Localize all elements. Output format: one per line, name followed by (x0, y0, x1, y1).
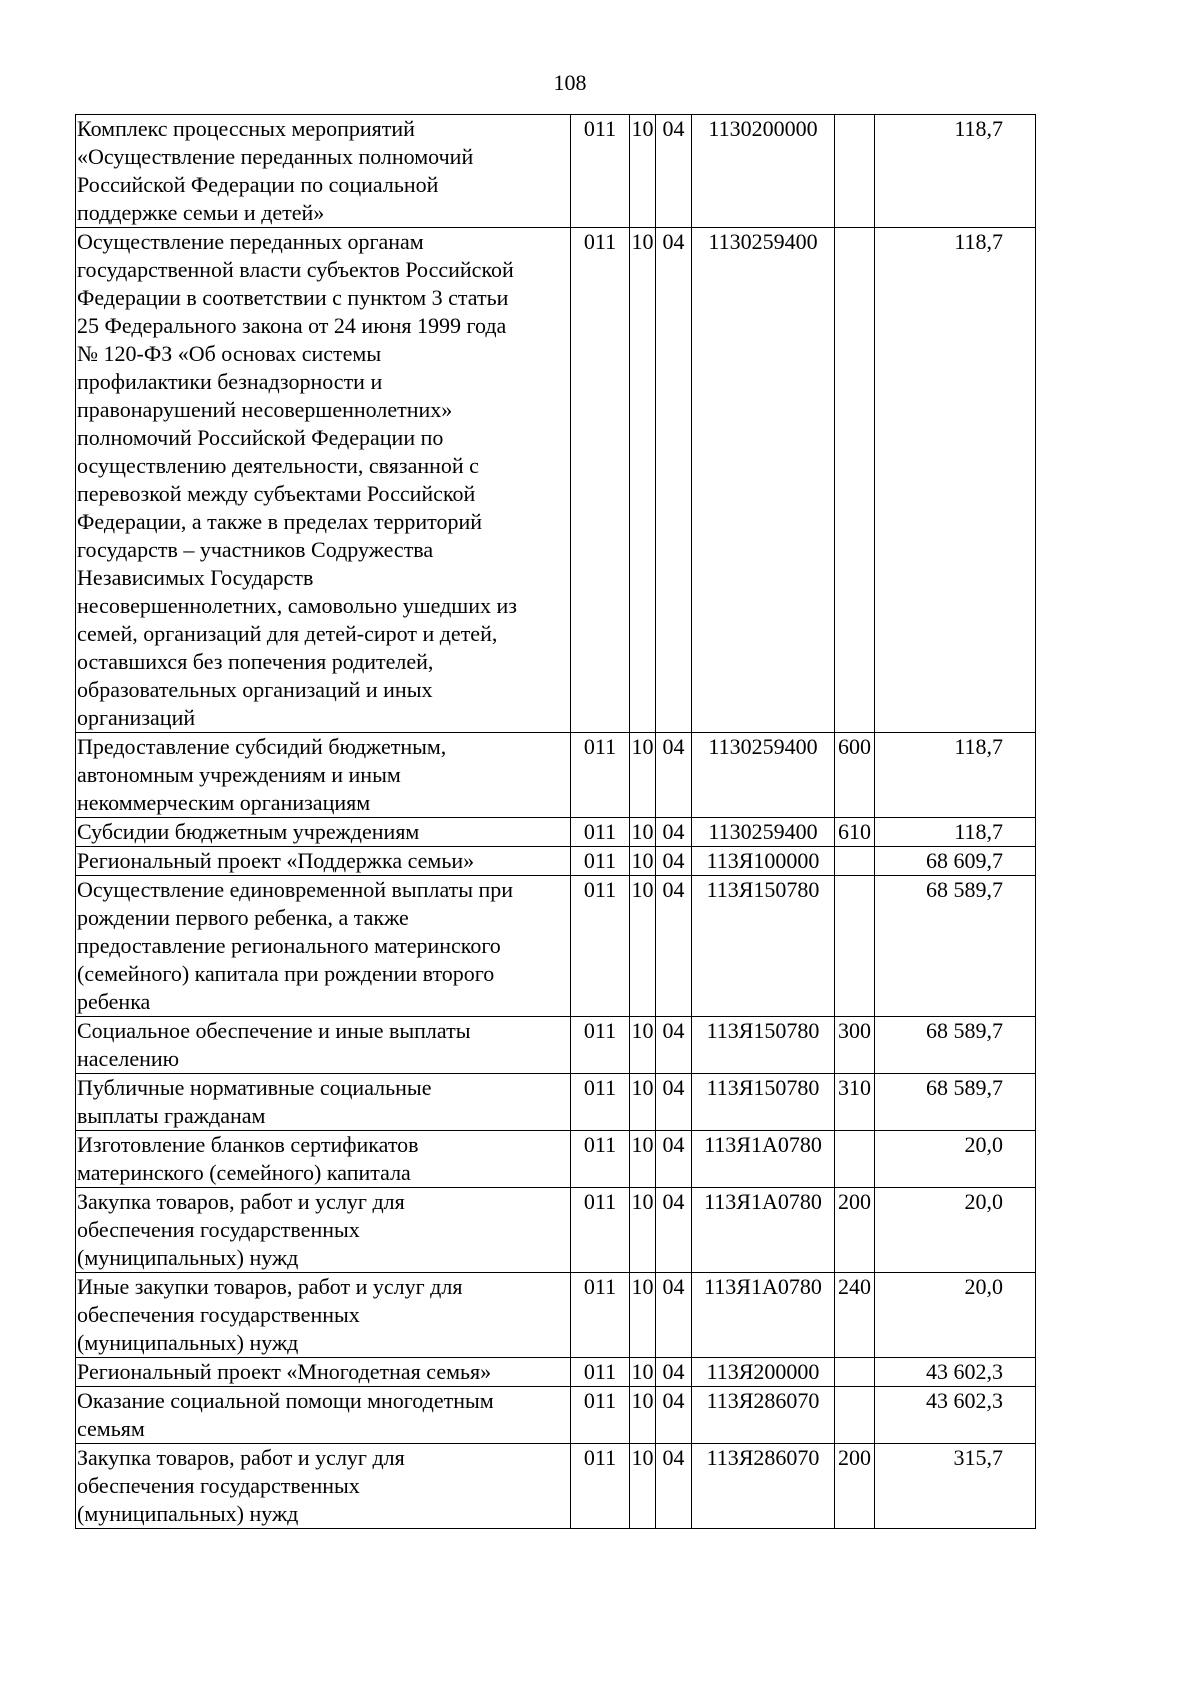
subsection-code-cell: 04 (656, 1074, 692, 1131)
target-article-cell: 113Я1А0780 (692, 1273, 835, 1358)
budget-table-body (76, 115, 1036, 1529)
table-row (76, 847, 1036, 876)
amount-cell: 118,7 (875, 818, 1036, 847)
expense-type-cell (835, 1387, 875, 1444)
section-code-cell: 10 (630, 1131, 656, 1188)
table-row (76, 228, 1036, 733)
subsection-code-cell: 04 (656, 1131, 692, 1188)
expense-type-cell (835, 876, 875, 1017)
amount-cell: 68 589,7 (875, 1017, 1036, 1074)
section-code-cell: 10 (630, 1017, 656, 1074)
item-name-cell: Публичные нормативные социальные выплаты гражданам (76, 1074, 571, 1131)
table-row (76, 818, 1036, 847)
gov-code-cell: 011 (571, 115, 630, 228)
item-name-cell: Предоставление субсидий бюджетным, автономным учреждениям и иным некоммерческим организациям (76, 733, 571, 818)
section-code-cell: 10 (630, 228, 656, 733)
page-number: 108 (553, 70, 587, 95)
item-name-cell: Региональный проект «Многодетная семья» (76, 1358, 571, 1387)
gov-code-cell: 011 (571, 1188, 630, 1273)
gov-code-cell: 011 (571, 1387, 630, 1444)
subsection-code-cell: 04 (656, 1017, 692, 1074)
section-code-cell: 10 (630, 1273, 656, 1358)
expense-type-cell: 300 (835, 1017, 875, 1074)
amount-cell: 43 602,3 (875, 1387, 1036, 1444)
section-code-cell: 10 (630, 847, 656, 876)
target-article-cell: 1130259400 (692, 733, 835, 818)
target-article-cell: 113Я150780 (692, 876, 835, 1017)
subsection-code-cell: 04 (656, 228, 692, 733)
expense-type-cell (835, 1131, 875, 1188)
subsection-code-cell: 04 (656, 1188, 692, 1273)
amount-cell: 68 589,7 (875, 876, 1036, 1017)
section-code-cell: 10 (630, 115, 656, 228)
subsection-code-cell: 04 (656, 1387, 692, 1444)
section-code-cell: 10 (630, 733, 656, 818)
subsection-code-cell: 04 (656, 1358, 692, 1387)
item-name-cell: Региональный проект «Поддержка семьи» (76, 847, 571, 876)
section-code-cell: 10 (630, 1387, 656, 1444)
item-name-cell: Субсидии бюджетным учреждениям (76, 818, 571, 847)
table-row (76, 1358, 1036, 1387)
amount-cell: 20,0 (875, 1273, 1036, 1358)
expense-type-cell: 200 (835, 1188, 875, 1273)
amount-cell: 68 589,7 (875, 1074, 1036, 1131)
item-name-cell: Осуществление единовременной выплаты при рождении первого ребенка, а также предоставление регионального материнского (семейного) капитала при рождении второго ребенка (76, 876, 571, 1017)
gov-code-cell: 011 (571, 876, 630, 1017)
table-row (76, 1188, 1036, 1273)
target-article-cell: 113Я200000 (692, 1358, 835, 1387)
item-name-cell: Социальное обеспечение и иные выплаты населению (76, 1017, 571, 1074)
amount-cell: 118,7 (875, 733, 1036, 818)
gov-code-cell: 011 (571, 1017, 630, 1074)
target-article-cell: 1130259400 (692, 818, 835, 847)
section-code-cell: 10 (630, 1444, 656, 1529)
section-code-cell: 10 (630, 1074, 656, 1131)
target-article-cell: 113Я1А0780 (692, 1188, 835, 1273)
target-article-cell: 113Я150780 (692, 1017, 835, 1074)
item-name-cell: Закупка товаров, работ и услуг для обеспечения государственных (муниципальных) нужд (76, 1444, 571, 1529)
table-row (76, 733, 1036, 818)
expense-type-cell: 200 (835, 1444, 875, 1529)
gov-code-cell: 011 (571, 1444, 630, 1529)
section-code-cell: 10 (630, 1188, 656, 1273)
target-article-cell: 1130259400 (692, 228, 835, 733)
target-article-cell: 113Я286070 (692, 1444, 835, 1529)
subsection-code-cell: 04 (656, 876, 692, 1017)
amount-cell: 315,7 (875, 1444, 1036, 1529)
expense-type-cell (835, 115, 875, 228)
gov-code-cell: 011 (571, 228, 630, 733)
item-name-cell: Комплекс процессных мероприятий «Осуществление переданных полномочий Российской Федерации по социальной поддержке семьи и детей» (76, 115, 571, 228)
table-row (76, 1273, 1036, 1358)
expense-type-cell: 310 (835, 1074, 875, 1131)
target-article-cell: 1130200000 (692, 115, 835, 228)
budget-table (75, 114, 1036, 1529)
table-row (76, 1387, 1036, 1444)
expense-type-cell: 600 (835, 733, 875, 818)
item-name-cell: Оказание социальной помощи многодетным семьям (76, 1387, 571, 1444)
table-row (76, 115, 1036, 228)
subsection-code-cell: 04 (656, 818, 692, 847)
table-row (76, 1074, 1036, 1131)
subsection-code-cell: 04 (656, 1273, 692, 1358)
table-row (76, 1017, 1036, 1074)
expense-type-cell (835, 228, 875, 733)
section-code-cell: 10 (630, 1358, 656, 1387)
item-name-cell: Осуществление переданных органам государственной власти субъектов Российской Федерации в соответствии с пунктом 3 статьи 25 Федерального закона от 24 июня 1999 года № 120-ФЗ «Об основах системы профилактики безнадзорности и правонарушений несовершеннолетних» полномочий Российской Федерации по осуществлению деятельности, связанной с перевозкой между субъектами Российской Федерации, а также в пределах территорий государств – участников Содружества Независимых Государств несовершеннолетних, самовольно ушедших из семей, организаций для детей-сирот и детей, оставшихся без попечения родителей, образовательных организаций и иных организаций (76, 228, 571, 733)
target-article-cell: 113Я150780 (692, 1074, 835, 1131)
item-name-cell: Закупка товаров, работ и услуг для обеспечения государственных (муниципальных) нужд (76, 1188, 571, 1273)
amount-cell: 68 609,7 (875, 847, 1036, 876)
amount-cell: 118,7 (875, 115, 1036, 228)
gov-code-cell: 011 (571, 1074, 630, 1131)
target-article-cell: 113Я1А0780 (692, 1131, 835, 1188)
table-row (76, 876, 1036, 1017)
gov-code-cell: 011 (571, 1273, 630, 1358)
gov-code-cell: 011 (571, 1131, 630, 1188)
amount-cell: 20,0 (875, 1131, 1036, 1188)
expense-type-cell (835, 1358, 875, 1387)
amount-cell: 118,7 (875, 228, 1036, 733)
expense-type-cell: 610 (835, 818, 875, 847)
gov-code-cell: 011 (571, 847, 630, 876)
subsection-code-cell: 04 (656, 1444, 692, 1529)
target-article-cell: 113Я286070 (692, 1387, 835, 1444)
table-row (76, 1444, 1036, 1529)
gov-code-cell: 011 (571, 818, 630, 847)
subsection-code-cell: 04 (656, 115, 692, 228)
section-code-cell: 10 (630, 818, 656, 847)
item-name-cell: Иные закупки товаров, работ и услуг для обеспечения государственных (муниципальных) нужд (76, 1273, 571, 1358)
gov-code-cell: 011 (571, 1358, 630, 1387)
table-row (76, 1131, 1036, 1188)
expense-type-cell: 240 (835, 1273, 875, 1358)
subsection-code-cell: 04 (656, 733, 692, 818)
item-name-cell: Изготовление бланков сертификатов материнского (семейного) капитала (76, 1131, 571, 1188)
amount-cell: 43 602,3 (875, 1358, 1036, 1387)
expense-type-cell (835, 847, 875, 876)
section-code-cell: 10 (630, 876, 656, 1017)
subsection-code-cell: 04 (656, 847, 692, 876)
amount-cell: 20,0 (875, 1188, 1036, 1273)
gov-code-cell: 011 (571, 733, 630, 818)
target-article-cell: 113Я100000 (692, 847, 835, 876)
